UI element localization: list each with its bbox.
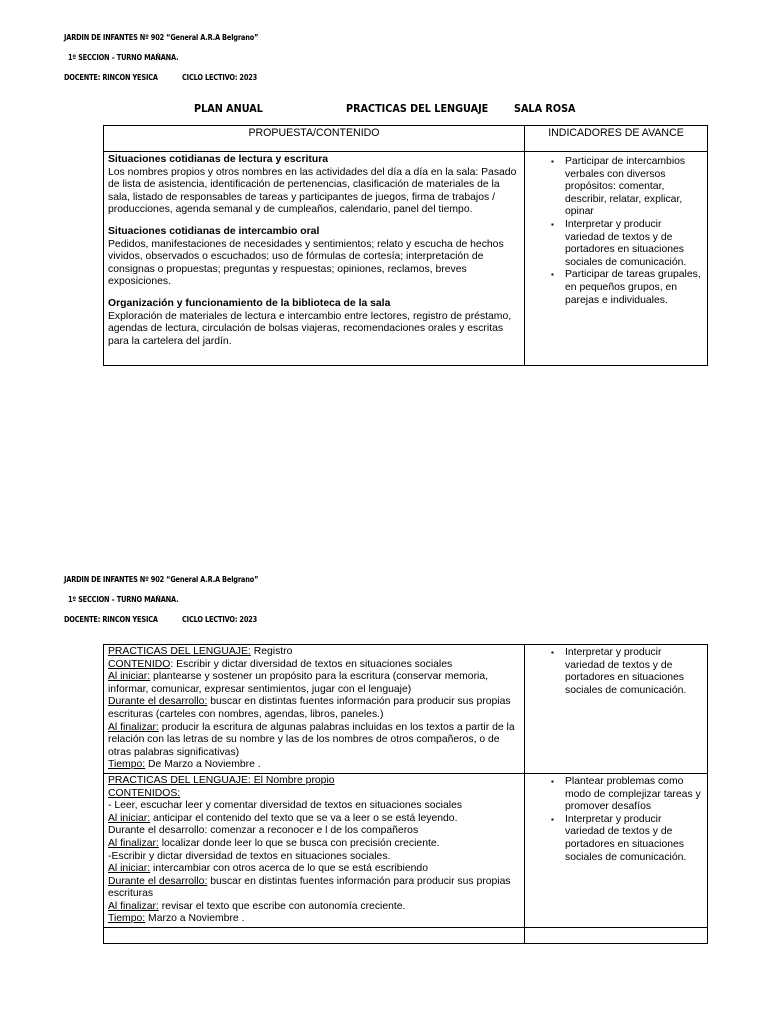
nombre-indicators-list — [529, 776, 703, 864]
section-shift: 1º SECCION – TURNO MAÑANA. — [68, 53, 179, 62]
al-iniciar2-value: intercambiar con otros acerca de lo que se está escribiendo — [150, 863, 428, 875]
tiempo-value: De Marzo a Noviembre . — [145, 759, 261, 771]
tiempo2-value: Marzo a Noviembre . — [145, 913, 245, 925]
school-year: CICLO LECTIVO: 2023 — [182, 73, 258, 82]
school-name-p2: JARDIN DE INFANTES Nº 902 “General A.R.A Belgrano” — [64, 575, 259, 584]
durante-label: Durante el desarrollo: — [108, 696, 208, 708]
al-iniciar-value: plantearse y sostener un propósito para la escritura (conservar memoria, informar, comunicar, expresar sentimientos, jugar con el lenguaje) — [108, 671, 489, 695]
annual-plan-table — [103, 125, 708, 366]
area-title: PRACTICAS DEL LENGUAJE — [346, 103, 489, 115]
durante2-value: buscar en distintas fuentes información para producir sus propias escrituras — [108, 875, 511, 900]
indicator-item: ▪ Interpretar y producir variedad de textos y de portadores en situaciones sociales de comunicación. — [565, 219, 703, 269]
indicator-item: ▪ Interpretar y producir variedad de textos y de portadores en situaciones sociales de comunicación. — [565, 647, 703, 697]
indicator-item: ▪ Participar de intercambios verbales con diversos propósitos: comentar, describir, relatar, explicar, opinar — [565, 156, 703, 219]
line-escribir: -Escribir y dictar diversidad de textos en situaciones sociales. — [108, 850, 391, 862]
column-header-indicators: INDICADORES DE AVANCE — [525, 126, 708, 152]
contenido-value: : Escribir y dictar diversidad de textos en situaciones sociales — [170, 658, 453, 670]
registro-indicators-cell — [525, 645, 708, 774]
content-cell — [104, 152, 525, 366]
tiempo-label: Tiempo: — [108, 759, 146, 771]
practica-label: PRACTICAS DEL LENGUAJE: — [108, 646, 251, 657]
section-shift-p2: 1º SECCION – TURNO MAÑANA. — [68, 595, 179, 604]
column-header-content: PROPUESTA/CONTENIDO — [104, 126, 525, 152]
section-title-reading: Situaciones cotidianas de lectura y escritura — [108, 154, 329, 165]
al-iniciar1-value: anticipar el contenido del texto que se va a leer o se está leyendo. — [150, 812, 458, 824]
durante2-label: Durante el desarrollo: — [108, 875, 208, 887]
practica-value: Registro — [250, 646, 293, 657]
al-iniciar2-label: Al iniciar: — [108, 863, 151, 875]
indicators-list — [529, 156, 703, 307]
indicator-item: ▪ Participar de tareas grupales, en pequeños grupos, en parejas e individuales. — [565, 269, 703, 307]
practices-table — [103, 644, 708, 944]
room-title: SALA ROSA — [514, 103, 576, 115]
section-title-library: Organización y funcionamiento de la biblioteca de la sala — [108, 297, 391, 309]
al-finalizar-label: Al finalizar: — [108, 721, 159, 733]
al-iniciar-label: Al iniciar: — [108, 671, 151, 683]
al-finalizar2-label: Al finalizar: — [108, 900, 159, 912]
registro-cell — [104, 645, 525, 774]
content-block-library — [108, 298, 520, 348]
line-leer: - Leer, escuchar leer y comentar diversidad de textos en situaciones sociales — [108, 800, 463, 812]
al-finalizar2-value: revisar el texto que escribe con autonomía creciente. — [158, 900, 406, 912]
al-finalizar1-value: localizar donde leer lo que se busca con precisión creciente. — [158, 837, 440, 849]
section-body-reading: Los nombres propios y otros nombres en las actividades del día a día en la sala: Pasado de lista de asistencia, identificación de pertenencias, clasificación de materiales de la sala, listado de responsables de tareas y participantes de juegos, firma de trabajos / producciones, agenda semanal y de cumpleaños, calendario, panel del tiempo. — [108, 166, 517, 216]
indicator-item: ▪ Interpretar y producir variedad de textos y de portadores en situaciones sociales de comunicación. — [565, 814, 703, 864]
contenido-label: CONTENIDO — [108, 658, 171, 670]
al-iniciar1-label: Al iniciar: — [108, 812, 151, 824]
practica-nombre-label: PRACTICAS DEL LENGUAJE: El Nombre propio — [108, 774, 335, 786]
school-name: JARDIN DE INFANTES Nº 902 “General A.R.A Belgrano” — [64, 33, 259, 42]
registro-indicators-list — [529, 647, 703, 697]
section-title-oral: Situaciones cotidianas de intercambio oral — [108, 225, 320, 237]
school-year-p2: CICLO LECTIVO: 2023 — [182, 615, 258, 624]
empty-cell — [104, 928, 525, 944]
indicator-item: ▪ Plantear problemas como modo de complejizar tareas y promover desafíos — [565, 776, 703, 814]
al-finalizar-value: producir la escritura de algunas palabras incluidas en los textos a partir de la relación con las letras de su nombre y las de los nombres de otros compañeros, o de otras palabras significativas) — [108, 721, 515, 758]
tiempo2-label: Tiempo: — [108, 913, 146, 925]
section-body-oral: Pedidos, manifestaciones de necesidades y sentimientos; relato y escucha de hechos vividos, observados o escuchados; uso de fórmulas de cortesía; interpretación de consignas o propuestas; preguntas y respuestas; opiniones, reclamos, breves exposiciones. — [108, 238, 504, 288]
durante-value: buscar en distintas fuentes información para producir sus propias escrituras (carteles con nombres, agendas, libros, paneles.) — [108, 696, 511, 720]
indicators-cell — [525, 152, 708, 366]
nombre-propio-cell — [104, 773, 525, 927]
content-block-reading — [108, 154, 520, 217]
contenidos-label: CONTENIDOS: — [108, 787, 181, 799]
empty-cell — [525, 928, 708, 944]
al-finalizar1-label: Al finalizar: — [108, 837, 159, 849]
nombre-indicators-cell — [525, 773, 708, 927]
plan-title: PLAN ANUAL — [194, 103, 263, 115]
durante1-line: Durante el desarrollo: comenzar a reconocer e l de los compañeros — [108, 825, 419, 837]
content-block-oral — [108, 226, 520, 289]
teacher-p2: DOCENTE: RINCON YESICA — [64, 615, 158, 624]
section-body-library: Exploración de materiales de lectura e intercambio entre lectores, registro de préstamo, agendas de lectura, circulación de bolsas viajeras, recomendaciones orales y escritas para la cartelera del jardín. — [108, 310, 512, 347]
teacher: DOCENTE: RINCON YESICA — [64, 73, 158, 82]
